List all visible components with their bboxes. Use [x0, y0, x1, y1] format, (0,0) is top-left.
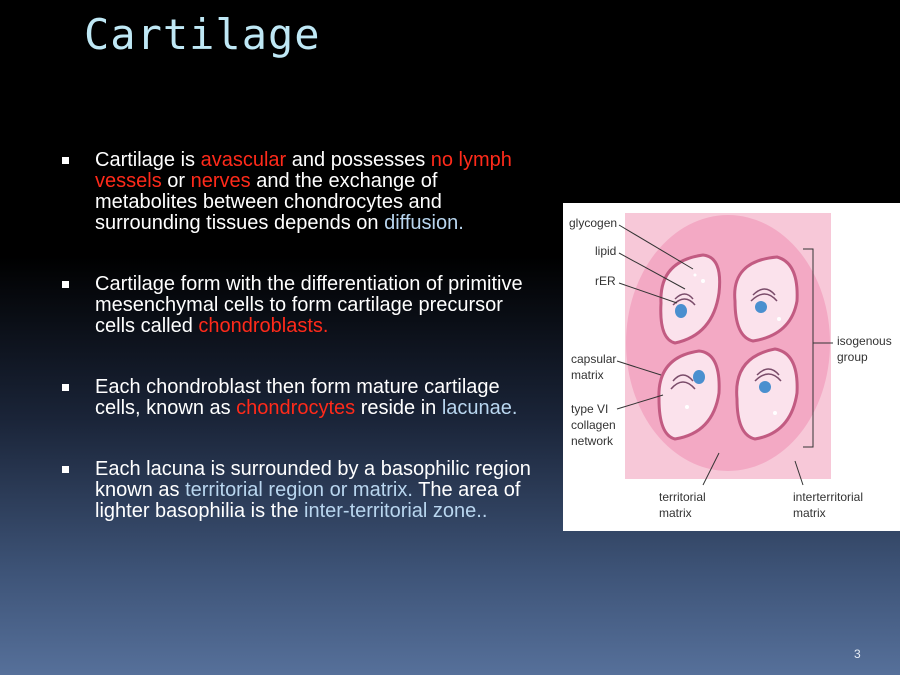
bullet-item — [62, 150, 532, 234]
bullet-item — [62, 459, 532, 522]
label-capsular: capsular — [571, 352, 617, 366]
bullet-segment: chondrocytes — [236, 397, 356, 419]
bullet-segment: and the exchange of metabolites between chondrocytes and surrounding tissues depends on — [95, 170, 442, 234]
label-interterritorial: interterritorial — [793, 490, 864, 504]
label-interterritorial-matrix: matrix — [793, 506, 826, 520]
bullet-item — [62, 377, 532, 419]
bullet-marker — [62, 157, 69, 164]
bullet-segment: reside in — [355, 397, 442, 419]
bullet-segment: Each lacuna is surrounded by a basophilic region known as — [95, 458, 531, 501]
label-isogenous: isogenous — [837, 334, 892, 348]
cartilage-diagram — [563, 203, 900, 531]
label-network: network — [571, 434, 614, 448]
bullet-marker — [62, 384, 69, 391]
bullet-segment: avascular — [200, 149, 287, 171]
bullet-marker — [62, 466, 69, 473]
label-capsular-matrix: matrix — [571, 368, 604, 382]
bullet-segment: and possesses — [286, 149, 431, 171]
label-territorial-matrix: matrix — [659, 506, 692, 520]
bullet-item — [62, 274, 532, 337]
bullet-segment: or — [161, 170, 191, 192]
bullet-segment: lacunae. — [441, 397, 518, 419]
territorial-matrix-area — [626, 215, 830, 471]
page-number: 3 — [854, 647, 861, 661]
bullet-text — [95, 149, 512, 234]
bullet-segment: The area of lighter basophilia is the — [95, 479, 521, 522]
label-territorial: territorial — [659, 490, 706, 504]
bullet-segment: territorial region or matrix. — [185, 479, 413, 501]
bullet-text — [95, 458, 531, 522]
bullet-text — [95, 273, 523, 337]
bullet-segment: Each chondroblast then form mature cartilage cells, known as — [95, 376, 500, 419]
label-group: group — [837, 350, 868, 364]
label-collagen: collagen — [571, 418, 616, 432]
bullet-segment: Cartilage form with the differentiation of primitive mesenchymal cells to form cartilage precursor cells called — [95, 273, 523, 337]
bullet-segment: no lymph vessels — [95, 149, 512, 192]
label-type-vi: type VI — [571, 402, 609, 416]
bullet-marker — [62, 281, 69, 288]
bullet-list — [62, 150, 532, 522]
slide-title: Cartilage — [84, 10, 321, 59]
bullet-text — [95, 376, 517, 419]
label-lipid: lipid — [595, 244, 617, 258]
label-glycogen: glycogen — [569, 216, 618, 230]
label-rer: rER — [595, 274, 616, 288]
bullet-segment: inter-territorial zone.. — [304, 500, 488, 522]
bullet-segment: chondroblasts. — [198, 315, 329, 337]
bullet-segment: Cartilage is — [95, 149, 201, 171]
bullet-segment: diffusion. — [384, 212, 464, 234]
bullet-segment: nerves — [190, 170, 251, 192]
